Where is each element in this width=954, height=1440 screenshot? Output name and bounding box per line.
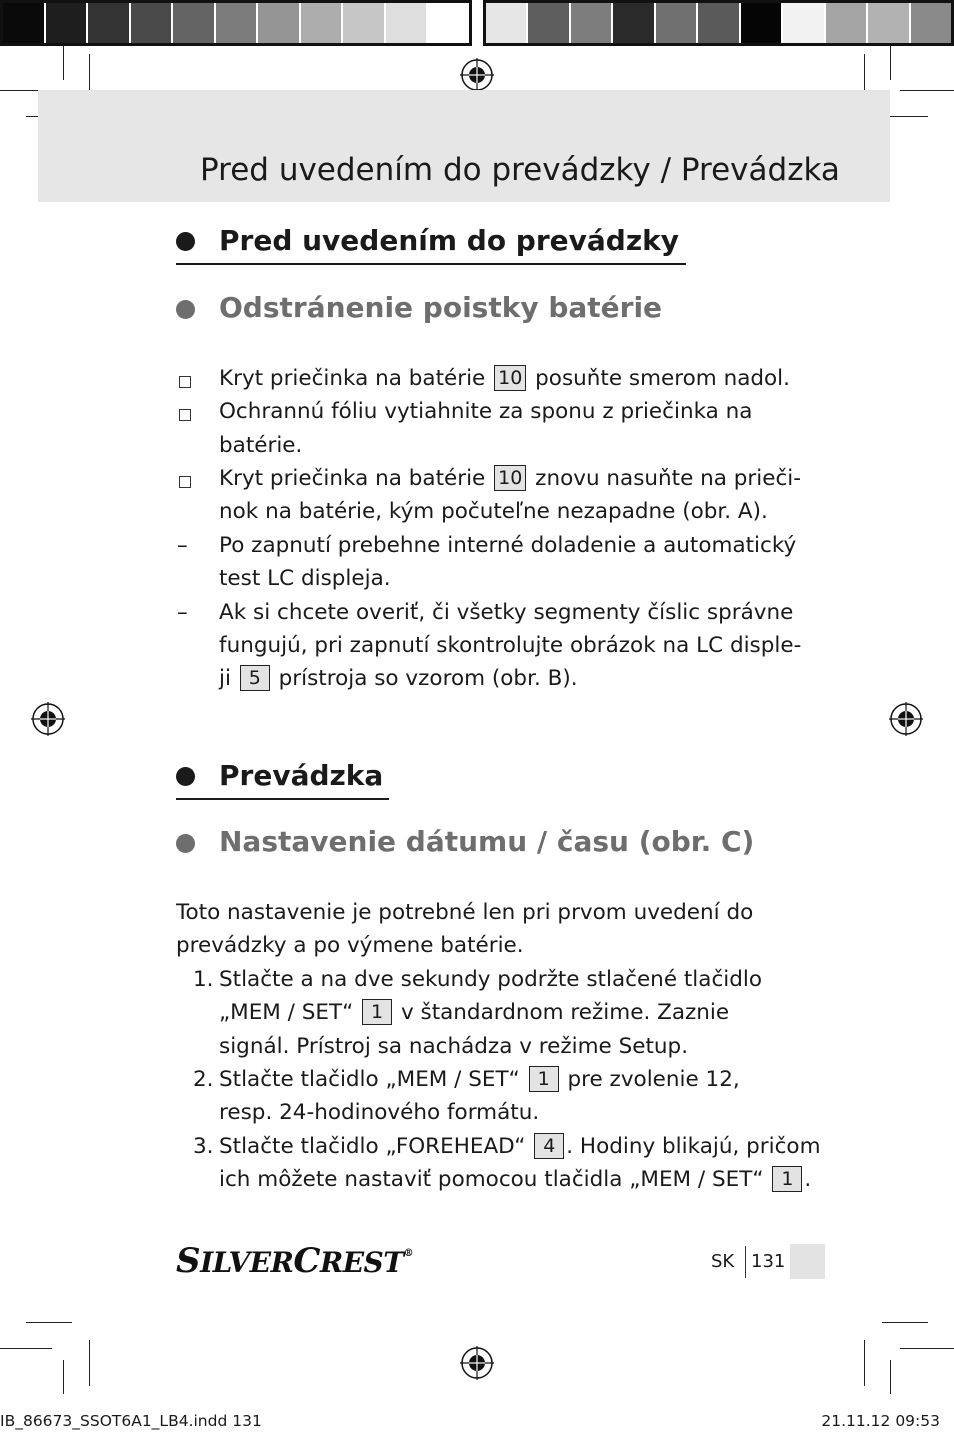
registration-mark-icon xyxy=(460,1346,494,1380)
color-swatch xyxy=(528,3,570,43)
color-swatch xyxy=(911,3,951,43)
checkbox-bullet-icon xyxy=(179,476,191,488)
crop-mark xyxy=(890,1360,891,1394)
crop-mark xyxy=(89,1340,90,1386)
step-number: 3. xyxy=(193,1134,214,1159)
part-reference: 10 xyxy=(494,465,526,491)
step-number: 2. xyxy=(193,1067,214,1092)
part-reference: 1 xyxy=(362,999,392,1025)
crop-mark xyxy=(900,1348,954,1349)
language-code: SK xyxy=(711,1251,735,1272)
color-swatch xyxy=(486,3,528,43)
list-item-continuation: fungujú, pri zapnutí skontrolujte obrázok na LC disple- xyxy=(219,633,802,658)
section-heading: Nastavenie dátumu / času (obr. C) xyxy=(219,825,755,858)
crop-mark xyxy=(882,1322,928,1323)
color-swatch xyxy=(783,3,825,43)
crop-mark xyxy=(0,1348,52,1349)
list-item-continuation: ji 5 prístroja so vzorom (obr. B). xyxy=(219,666,578,691)
crop-mark xyxy=(900,90,954,91)
color-swatch xyxy=(868,3,910,43)
heading-underline xyxy=(176,263,686,265)
dash-bullet: – xyxy=(177,600,188,625)
color-swatch xyxy=(88,3,131,43)
color-bar-right xyxy=(483,0,954,46)
part-reference: 10 xyxy=(494,365,526,391)
crop-mark xyxy=(26,1322,72,1323)
section-heading: Prevádzka xyxy=(219,759,384,792)
paragraph: prevádzky a po výmene batérie. xyxy=(176,933,524,958)
step-text: Stlačte a na dve sekundy podržte stlačené tlačidlo xyxy=(219,967,763,992)
list-item: Ak si chcete overiť, či všetky segmenty číslic správne xyxy=(219,600,794,625)
step-text: Stlačte tlačidlo „MEM / SET“ 1 pre zvolenie 12, xyxy=(219,1067,740,1092)
file-slug: IB_86673_SSOT6A1_LB4.indd 131 xyxy=(0,1412,262,1430)
color-swatch xyxy=(386,3,429,43)
step-text: signál. Prístroj sa nachádza v režime Setup. xyxy=(219,1034,689,1059)
list-item-continuation: batérie. xyxy=(219,433,303,458)
heading-bullet-icon xyxy=(176,232,195,251)
list-item: Ochrannú fóliu vytiahnite za sponu z priečinka na xyxy=(219,399,753,424)
crop-mark xyxy=(63,46,64,80)
part-reference: 5 xyxy=(240,665,270,691)
registration-mark-icon xyxy=(31,702,65,736)
list-item-continuation: nok na batérie, kým počuteľne nezapadne (obr. A). xyxy=(219,499,768,524)
color-swatch xyxy=(656,3,698,43)
list-item: Po zapnutí prebehne interné doladenie a automatický xyxy=(219,533,797,558)
step-number: 1. xyxy=(193,967,214,992)
paragraph: Toto nastavenie je potrebné len pri prvom uvedení do xyxy=(176,900,754,925)
footer-divider xyxy=(745,1246,746,1278)
heading-bullet-icon xyxy=(176,767,195,786)
list-item-continuation: test LC displeja. xyxy=(219,566,391,591)
heading-underline xyxy=(176,798,389,800)
color-swatch xyxy=(428,3,469,43)
color-swatch xyxy=(46,3,89,43)
page-title: Pred uvedením do prevádzky / Prevádzka xyxy=(200,152,840,188)
registration-mark-icon xyxy=(460,58,494,92)
step-text: resp. 24-hodinového formátu. xyxy=(219,1100,540,1125)
color-swatch xyxy=(131,3,174,43)
checkbox-bullet-icon xyxy=(179,409,191,421)
color-swatch xyxy=(343,3,386,43)
section-heading: Odstránenie poistky batérie xyxy=(219,291,663,324)
color-swatch xyxy=(826,3,868,43)
registration-mark-icon xyxy=(889,702,923,736)
crop-mark xyxy=(63,1360,64,1394)
list-item: Kryt priečinka na batérie 10 posuňte smerom nadol. xyxy=(219,366,790,391)
date-slug: 21.11.12 09:53 xyxy=(821,1412,940,1430)
color-swatch xyxy=(741,3,783,43)
color-bar-left xyxy=(0,0,472,46)
crop-mark xyxy=(890,46,891,80)
color-swatch xyxy=(173,3,216,43)
part-reference: 4 xyxy=(534,1133,564,1159)
step-text: Stlačte tlačidlo „FOREHEAD“ 4 . Hodiny blikajú, pričom xyxy=(219,1134,821,1159)
color-swatch xyxy=(258,3,301,43)
heading-bullet-icon xyxy=(176,834,195,853)
part-reference: 1 xyxy=(772,1166,802,1192)
color-swatch xyxy=(571,3,613,43)
brand-logo: SILVERCREST® xyxy=(176,1241,414,1281)
crop-mark xyxy=(864,1340,865,1386)
dash-bullet: – xyxy=(177,533,188,558)
step-text: „MEM / SET“ 1 v štandardnom režime. Zaznie xyxy=(219,1000,730,1025)
page-number: 131 xyxy=(751,1251,786,1272)
color-swatch xyxy=(698,3,740,43)
list-item: Kryt priečinka na batérie 10 znovu nasuňte na prieči- xyxy=(219,466,802,491)
color-swatch xyxy=(216,3,259,43)
color-swatch xyxy=(301,3,344,43)
color-swatch xyxy=(3,3,46,43)
color-swatch xyxy=(613,3,655,43)
checkbox-bullet-icon xyxy=(179,376,191,388)
page-tab xyxy=(790,1244,825,1279)
section-heading: Pred uvedením do prevádzky xyxy=(219,224,680,257)
part-reference: 1 xyxy=(529,1066,559,1092)
heading-bullet-icon xyxy=(176,300,195,319)
step-text: ich môžete nastaviť pomocou tlačidla „MEM / SET“ 1 . xyxy=(219,1167,812,1192)
